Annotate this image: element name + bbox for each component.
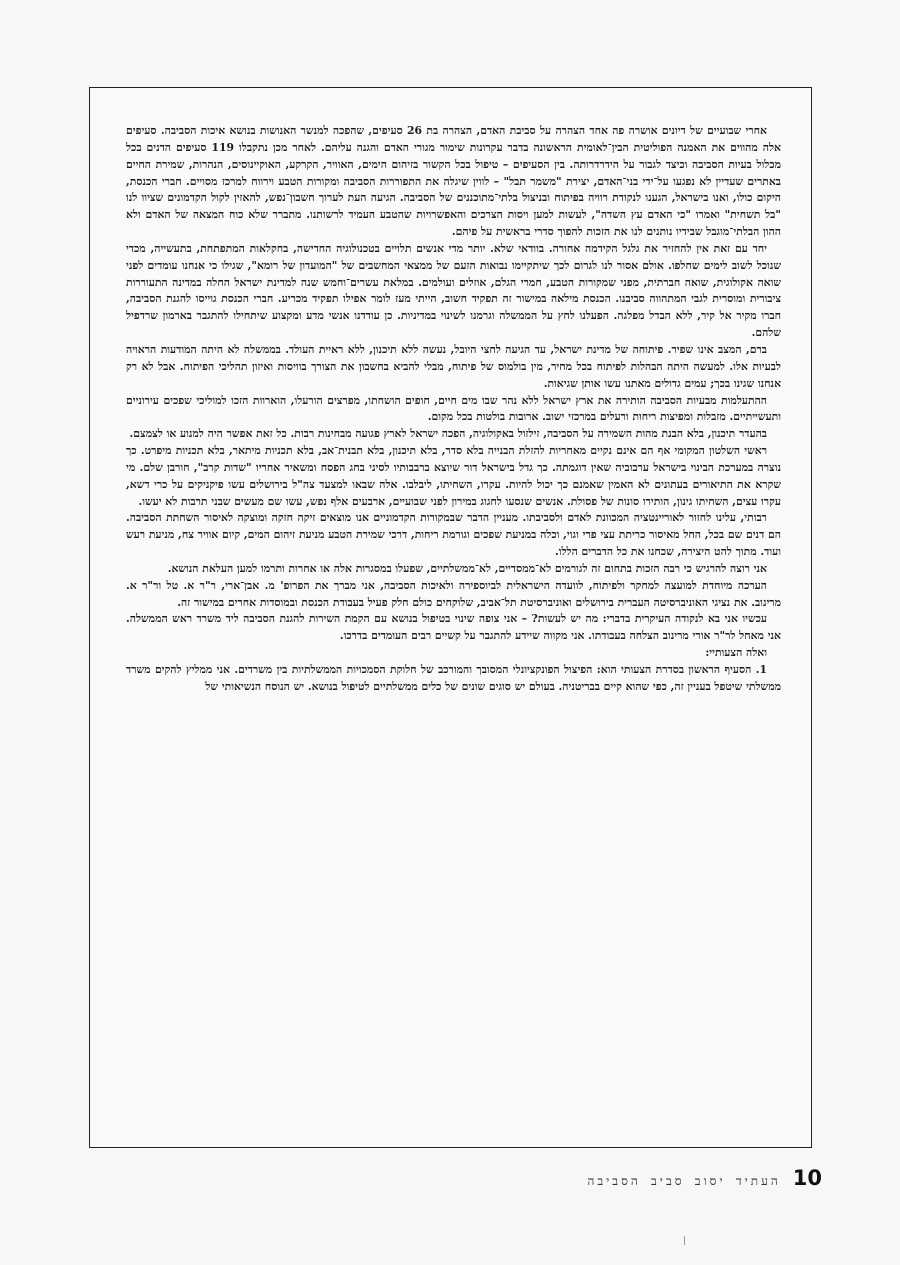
paragraph: יחד עם זאת אין להחזיר את גלגל הקידמה אחורה. בוודאי שלא. יותר מדי אנשים תלויים בטכנולוגיה החדישה, בחקלאות המתפתחת, בתעשייה, מכדי שנוכל לשוב לימים שחלפו. אולם אסור לנו לגרום לכך שיתקיימו נבואות הזעם של ממצאי המחשבים של "המועדון של רומא", שגילו כי אנחנו עומדים לפני שואה אקולוגית, שואה חברתית, מפני שמקורות הטבע, חמרי הגלם, אוזלים ועולמים. במלאת עשרים־וחמש שנה למדינת ישראל החלה במדינה התעוררות ציבורית ומוסרית לגבי המתהווה סביבנו. הכנסת מילאה במישור זה תפקיד חשוב, הייתי מעז לומר אפילו תפקיד מכריע. חברי הכנסת גוייסו להגנת הסביבה, חברו מקיר אל קיר, ללא הבדל מפלגה. הפעלנו לחץ על הממשלה וגרמנו לשינוי במדיניות. כן עודדנו אנשי מדע ומקצוע שיתחילו להתגבר בארמון שרדפיל שלהם.: [126, 241, 781, 340]
paragraph: ברם, המצב אינו שפיר. פיתוחה של מדינת ישראל, עד הגיעה לחצי היובל, נעשה ללא תיכנון, ללא ראיית העולד. בממשלה לא היתה המודעות הראויה לבעיות אלו. למעשה היתה הבהלות לפיתוח בכל מחיר, מין בולמוס של פיתוח, מבלי להביא בחשבון את הצורך בוויסות ואיזון תהליכי הפיתוח. אבל לא רק אנחנו שגינו בכך; עמים גדולים מאתנו עשו אותן שגיאות.: [126, 342, 781, 390]
paragraph: 1. הסעיף הראשון בסדרת הצעותי הוא: הפיצול הפונקציונלי המסובך והמורכב של חלוקת הסמכויות הממשלתיות בין משרדים. אני ממליץ להקים משרד ממשלתי שיטפל בעניין זה, כפי שהוא קיים בבריטניה. בעולם יש סוגים שונים של כלים ממשלתיים לטיפול בנושא. יש הנוסח הנשיאותי של: [126, 663, 781, 693]
paragraph: ראשי השלטון המקומי אף הם אינם נקיים מאחריות להזלת הבנייה בלא סדר, בלא תיכנון, בלא תבנית־אב, בלא תכניות מיתאר, בלא תכניות מיפרט. כך נוצרה במערכת הבינוי בישראל ערבוביה שאין דוגמתה. כך גדל בישראל דור שיוצא ברבבותיו לסיני בחג הפסח ומשאיר אחריו "שדות קרב", חורבן שלם. מי שקרא את התיאורים בעתונים לא האמין שאמנם כך יכול להיות. עקרו, השחיתו, ליבלבו. אלה שבאו למצעד צה"ל בירושלים עשו פיקניקים על כרי דשא, עקרו עצים, השחיתו גינון, הותירו סונות של פסולת. אנשים שנסעו לחגוג במירון לפני שבועיים, ארבעים אלף נפש, עשו שם מעשים שבני תרבות לא יעשו.: [126, 444, 781, 508]
paragraph: הערכה מיוחדת למועצה למחקר ולפיתוח, לוועדה הישראלית לביוספירה ולאיכות הסביבה, אני מברך את הפרופ' מ. אבן־ארי, ר"ר א. טל ור"ר א. מרינוב. את נציגי האוניברסיטה העברית בירושלים ואוניברסיטת תל־אביב, שלוקחים כולם חלק פעיל בעבודת הכנסת ובמוסדות אחרים במישור זה.: [126, 578, 781, 609]
paragraph: רבותי, עלינו לחזור לאוריינטציה המכוונת לאדם ולסביבתו. מעניין הדבר שבמקורות הקדמוניים אנו מוצאים זיקה חזקה ומוצקה לאיסור השחתת הסביבה. הם דנים שם בכל, החל מאיסור כריתת עצי פרי וגוי, וכלה במניעת שפכים וגורמת ריחות, דרכי שמירת הטבע מניעת זיהום המים, קיום אוויר צח, מניעת רעש ועוד. מתוך להט היצירה, שכחנו את כל הדברים הללו.: [126, 511, 781, 559]
paragraph: ואלה הצעותיי:: [705, 646, 767, 660]
scan-mark: [684, 1236, 685, 1245]
paragraph: עכשיו אני בא לנקודה העיקרית בדברי: מה יש לעשות? – אני צופה שינוי בטיפול בנושא עם הקמת השירות להגנת הסביבה ליד משרד ראש הממשלה. אני מאחל לר"ר אורי מרינוב הצלחה בעבודתו. אני מקווה שיידע להתגבר על קשיים רבים העומדים בדרכו.: [126, 612, 781, 643]
paragraph: ההתעלמות מבעיות הסביבה הותירה את ארץ ישראל ללא נהר שבו מים חיים, חופים הושחתו, מפרצים הורעלו, הוארוות הזכו למוליכי שפכים עירוניים ותעשייתיים. מזבלות ומפיצות ריחות ורעלים במרכזי ישוב. ארובות בולטות בכל מקום.: [126, 393, 781, 424]
page-footer: [587, 1166, 822, 1190]
paragraph: בהעדר תיכנון, בלא הבנת מהות השמירה על הסביבה, זילזול באקולוגיה, הפכה ישראל לארץ פגועה מבחינות רבות. כל זאת אפשר היה למנוע או לצמצם.: [129, 427, 767, 441]
paragraph: אחרי שבועיים של דיונים אושרה פה אחד הצהרה על סביבת האדם, הצהרה בת 26 סעיפים, שהפכה למנשר האנושות בנושא איכות הסביבה. סעיפים אלה מהווים את האמנה הפוליטית הבין־לאומית הראשונה בדבר עקרונות שימור מגורי האדם והגנה עליהם. לאחר מכן נתקבלו 119 סעיפים הדנים בכל מכלול בעיות הסביבה וכיצד לגבור על הידרדרותה. בין הסעיפים – טיפול בכל הקשור בזיהום הימים, האוויר, הקרקע, האוקיינוסים, הנהרות, שמירת החיים באתרים שעדיין לא נפגעו על־ידי בני־האדם, יצירת "משמר תבל" – לווין שיגלה את התפוררות הסביבה ומקורות הטבע וירווח למרכז מסויים. חברי הכנסת, היקום כולו, ואנו בישראל, הגענו לנקודת רוויה בפיתוח ובניצול בלתי־מתוכננים של הסביבה. הגיעה העת לערוך חשבון־נפש, להאזין לקול הקדמונים שציוו לנו "בל תשחית" ואמרו "כי האדם עץ השדה", לעשות למען ויסות הצרכים והאפשרויות שהטבע העמיד לרשותנו. מתברר שלא כוח המצאה של האדם ולא ההון הבלתי־מוגבל שבידיו נותנים לנו את הזכות להפוך סדרי בראשית על פיהם.: [126, 124, 781, 239]
paragraph: אני רוצה להרגיש כי רבה הזכות בתחום זה לגורמים לא־ממסדיים, לא־ממשלתיים, שפעלו במסגרות אלה או אחרות ותרמו למען העלאת הנושא.: [167, 561, 767, 575]
page-number: 10: [792, 1166, 822, 1190]
running-title: העתיד יסוב סביב הסביבה: [587, 1174, 781, 1188]
article-body: [126, 123, 781, 696]
